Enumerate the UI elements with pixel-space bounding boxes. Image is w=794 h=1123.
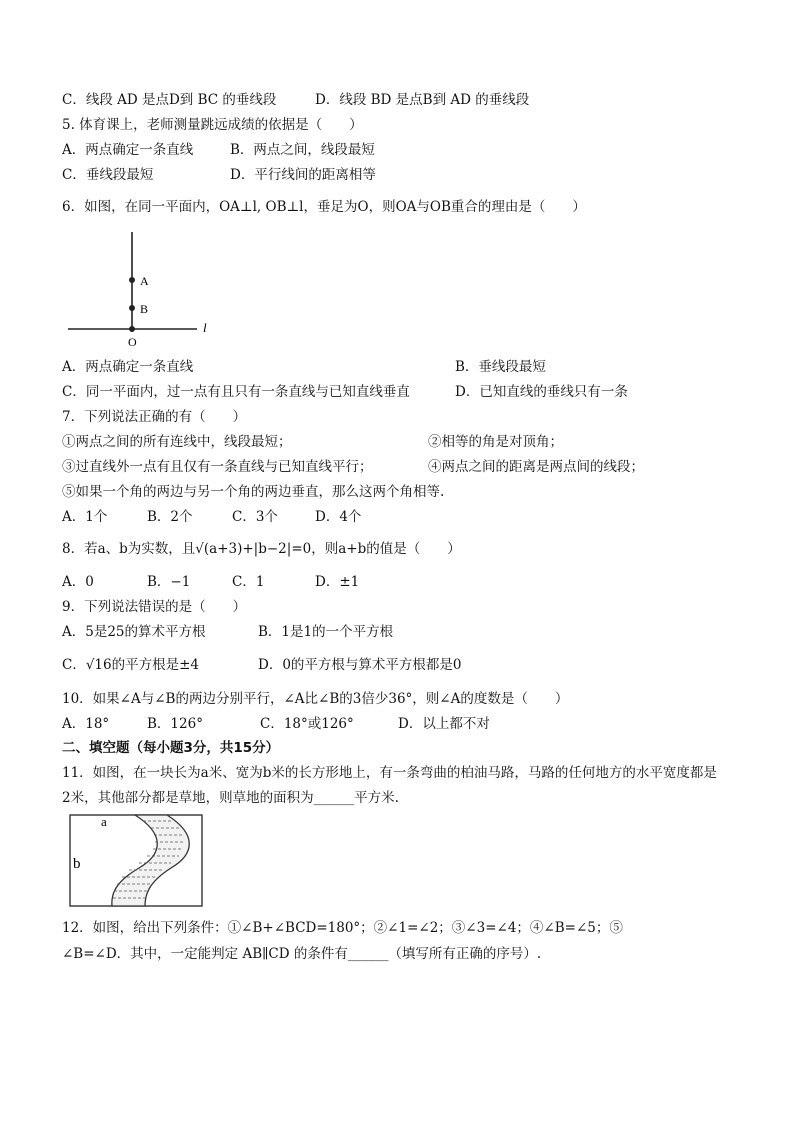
q6-figure <box>62 228 222 350</box>
label-a: A <box>140 274 149 288</box>
q7-statement-3: ③过直线外一点有且仅有一条直线与已知直线平行； <box>62 459 373 475</box>
q5-option-d: D．平行线间的距离相等 <box>230 167 376 183</box>
q10-stem: 10．如果∠A与∠B的两边分别平行，∠A比∠B的3倍少36°，则∠A的度数是（ ） <box>62 691 569 707</box>
q9-option-b: B．1是1的一个平方根 <box>258 624 394 640</box>
q6-option-b: B．垂线段最短 <box>455 359 546 375</box>
label-b: b <box>73 856 81 872</box>
q7-statement-5: ⑤如果一个角的两边与另一个角的两边垂直，那么这两个角相等. <box>62 484 445 500</box>
label-b: B <box>140 302 149 316</box>
q6-option-d: D．已知直线的垂线只有一条 <box>455 384 628 400</box>
q10-option-d: D．以上都不对 <box>398 716 490 732</box>
q8-option-c: C．1 <box>232 574 265 590</box>
q10-option-a: A．18° <box>62 716 110 732</box>
q7-statement-1: ①两点之间的所有连线中，线段最短； <box>62 434 292 450</box>
q12-stem-line1: 12．如图，给出下列条件：①∠B+∠BCD=180°；②∠1=∠2；③∠3=∠4；④∠B=∠5；⑤ <box>62 920 623 936</box>
point-b <box>129 305 135 311</box>
point-o <box>129 326 135 332</box>
label-o: O <box>128 335 137 349</box>
q5-option-c: C．垂线段最短 <box>62 167 154 183</box>
label-a: a <box>101 814 107 829</box>
q8-option-d: D．±1 <box>315 574 360 590</box>
q5-option-a: A．两点确定一条直线 <box>62 142 194 158</box>
point-a <box>129 277 135 283</box>
q8-stem: 8．若a、b为实数，且√(a+3)+|b−2|=0，则a+b的值是（ ） <box>62 541 461 557</box>
q9-option-c: C．√16的平方根是±4 <box>62 657 200 673</box>
q7-option-c: C．3个 <box>232 509 278 525</box>
q10-option-b: B．126° <box>147 716 203 732</box>
label-l: l <box>203 320 207 335</box>
q6-stem: 6．如图，在同一平面内，OA⊥l, OB⊥l，垂足为O，则OA与OB重合的理由是（ ） <box>62 199 586 215</box>
q4-option-c: C．线段 AD 是点D到 BC 的垂线段 <box>62 92 277 108</box>
q9-option-d: D．0的平方根与算术平方根都是0 <box>258 657 462 673</box>
q11-stem-line1: 11．如图，在一块长为a米、宽为b米的长方形地上，有一条弯曲的柏油马路，马路的任何地方的水平宽度都是 <box>62 765 717 781</box>
q11-figure <box>67 812 207 912</box>
q7-statement-2: ②相等的角是对顶角； <box>428 434 563 450</box>
q5-stem: 5. 体育课上，老师测量跳远成绩的依据是（ ） <box>62 117 363 133</box>
q8-option-b: B．−1 <box>147 574 191 590</box>
q12-stem-line2: ∠B=∠D．其中，一定能判定 AB∥CD 的条件有______（填写所有正确的序号）. <box>62 946 542 962</box>
q7-statement-4: ④两点之间的距离是两点间的线段； <box>428 459 644 475</box>
q6-option-a: A．两点确定一条直线 <box>62 359 194 375</box>
q7-option-a: A．1个 <box>62 509 108 525</box>
q7-option-d: D．4个 <box>315 509 362 525</box>
q9-option-a: A．5是25的算术平方根 <box>62 624 206 640</box>
q10-option-c: C．18°或126° <box>260 716 354 732</box>
q9-stem: 9．下列说法错误的是（ ） <box>62 599 247 615</box>
q5-option-b: B．两点之间，线段最短 <box>230 142 375 158</box>
q8-option-a: A．0 <box>62 574 94 590</box>
q11-stem-line2: 2米，其他部分都是草地，则草地的面积为______平方米. <box>62 790 399 806</box>
q4-option-d: D．线段 BD 是点B到 AD 的垂线段 <box>315 92 530 108</box>
q7-option-b: B．2个 <box>147 509 193 525</box>
q7-stem: 7．下列说法正确的有（ ） <box>62 409 247 425</box>
q6-option-c: C．同一平面内，过一点有且只有一条直线与已知直线垂直 <box>62 384 410 400</box>
section-heading-fill-in: 二、填空题（每小题3分，共15分） <box>62 740 280 756</box>
